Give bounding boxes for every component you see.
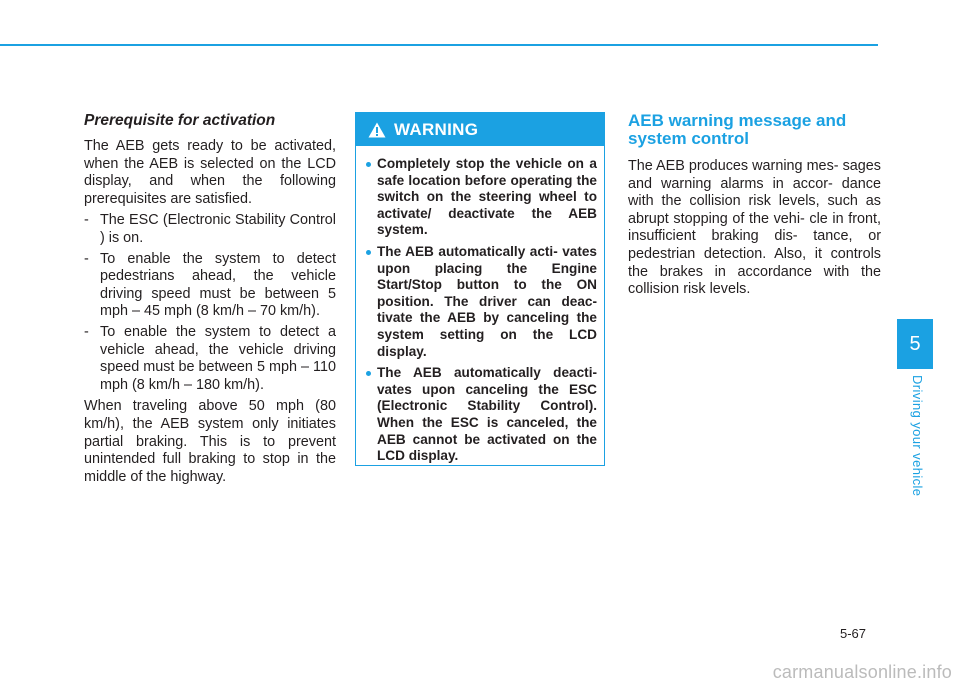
watermark: carmanualsonline.info (772, 662, 952, 682)
section-title: AEB warning message and system control (628, 111, 847, 148)
warning-item: Completely stop the vehicle on a safe location before operating the switch on the steering wheel to activate/ deactivate the AEB system. (366, 156, 597, 239)
right-column (628, 112, 881, 303)
bullet-icon (366, 162, 371, 167)
bullet-icon (366, 371, 371, 376)
warning-title: WARNING (394, 119, 479, 139)
closing-paragraph: When traveling above 50 mph (80 km/h), the AEB system only initiates partial braking. This is to prevent unintended full braking to stop in the middle of the highway. (84, 398, 336, 485)
warning-item: The AEB automatically acti- vates upon placing the Engine Start/Stop button to the ON position. The driver can deac- tivate the AEB by canceling the system setting on the LCD display. (366, 244, 597, 360)
chapter-label: Driving your vehicle (910, 375, 925, 497)
intro-paragraph: The AEB gets ready to be activated, when the AEB is selected on the LCD display, and when the following prerequisites are satisfied. (84, 138, 336, 207)
header-rule (0, 44, 878, 46)
condition-item: - The ESC (Electronic Stability Control ) is on. (84, 212, 336, 246)
warning-item: The AEB automatically deacti- vates upon canceling the ESC (Electronic Stability Control). When the ESC is canceled, the AEB cannot be activated on the LCD display. (366, 365, 597, 465)
prerequisite-heading: Prerequisite for activation (84, 112, 276, 129)
section-body: The AEB produces warning mes- sages and warning alarms in accor- dance with the collision risk levels, such as abrupt stopping of the vehi- cle in front, insufficient braking dis- tance, or pedestrian detection. Also, it controls the brakes in accordance with the collision risk levels. (628, 158, 881, 298)
warning-header (356, 113, 604, 146)
condition-list (84, 212, 336, 394)
bullet-icon (366, 250, 371, 255)
condition-item: - To enable the system to detect pedestrians ahead, the vehicle driving speed must be between 5 mph – 45 mph (8 km/h – 70 km/h). (84, 250, 336, 320)
warning-list (356, 156, 604, 465)
warning-box (355, 112, 605, 466)
chapter-number-tab: 5 (897, 319, 933, 369)
condition-item: - To enable the system to detect a vehicle ahead, the vehicle driving speed must be between 5 mph – 110 mph (8 km/h – 180 km/h). (84, 323, 336, 393)
warning-triangle-icon (368, 122, 386, 138)
page-number: 5-67 (840, 626, 867, 641)
left-column (84, 112, 336, 490)
